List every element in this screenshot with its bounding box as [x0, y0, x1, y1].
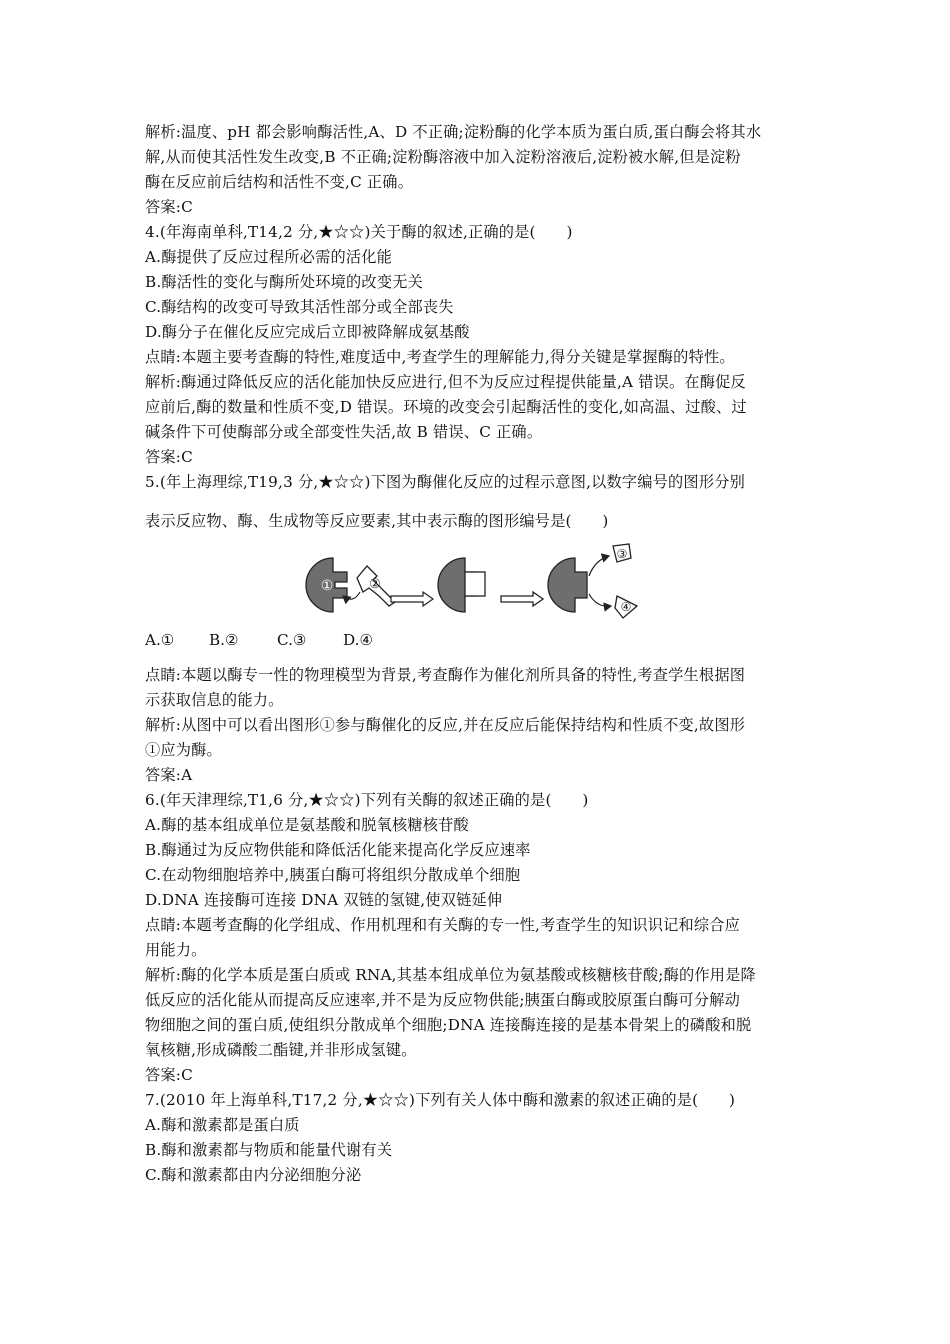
q4-option-b: B.酶活性的变化与酶所处环境的改变无关: [145, 273, 423, 291]
q5-option-d: D.④: [343, 631, 374, 649]
document-page: [145, 120, 815, 1188]
q5-stem-line1: 5.(年上海理综,T19,3 分,★☆☆)下图为酶催化反应的过程示意图,以数字编号的图形分别: [145, 473, 745, 491]
q5-option-c: C.③: [277, 631, 307, 649]
q5-answer: 答案:A: [145, 766, 193, 784]
q4-analysis-line: 应前后,酶的数量和性质不变,D 错误。环境的改变会引起酶活性的变化,如高温、过酸、过: [145, 398, 747, 416]
q4-stem: 4.(年海南单科,T14,2 分,★☆☆)关于酶的叙述,正确的是( ): [145, 223, 573, 241]
q5-option-a: A.①: [145, 631, 175, 649]
q4-point: 点睛:本题主要考查酶的特性,难度适中,考查学生的理解能力,得分关键是掌握酶的特性。: [145, 348, 735, 366]
q3-analysis-line: 酶在反应前后结构和活性不变,C 正确。: [145, 173, 414, 191]
q6-point-line: 用能力。: [145, 941, 207, 959]
q6-option-a: A.酶的基本组成单位是氨基酸和脱氧核糖核苷酸: [145, 816, 469, 834]
enzyme-shape-3: [548, 558, 587, 612]
q6-answer: 答案:C: [145, 1066, 193, 1084]
curve-arrow-3: [589, 556, 609, 576]
enzyme-diagram-svg: [305, 538, 645, 628]
q6-analysis-line: 低反应的活化能从而提高反应速率,并不是为反应物供能;胰蛋白酶或胶原蛋白酶可分解动: [145, 991, 741, 1009]
curve-arrow-4: [589, 594, 611, 606]
q4-analysis-line: 碱条件下可使酶部分或全部变性失活,故 B 错误、C 正确。: [145, 423, 543, 441]
q6-point-line: 点睛:本题考查酶的化学组成、作用机理和有关酶的专一性,考查学生的知识识记和综合应: [145, 916, 741, 934]
hollow-arrow-2: [501, 592, 543, 606]
q3-analysis-line: 解析:温度、pH 都会影响酶活性,A、D 不正确;淀粉酶的化学本质为蛋白质,蛋白酶会将其水: [145, 123, 762, 141]
q6-analysis-line: 解析:酶的化学本质是蛋白质或 RNA,其基本组成单位为氨基酸或核糖核苷酸;酶的作用是降: [145, 966, 756, 984]
q6-option-d: D.DNA 连接酶可连接 DNA 双链的氢键,使双链延伸: [145, 891, 503, 909]
enzyme-reaction-diagram: [145, 538, 815, 628]
q3-answer: 答案:C: [145, 198, 193, 216]
q4-analysis-line: 解析:酶通过降低反应的活化能加快反应进行,但不为反应过程提供能量,A 错误。在酶促反: [145, 373, 746, 391]
q3-analysis-line: 解,从而使其活性发生改变,B 不正确;淀粉酶溶液中加入淀粉溶液后,淀粉被水解,但是淀粉: [145, 148, 741, 166]
q5-options: [145, 628, 815, 653]
q5-analysis-line: 解析:从图中可以看出图形①参与酶催化的反应,并在反应后能保持结构和性质不变,故图形: [145, 716, 746, 734]
q6-option-c: C.在动物细胞培养中,胰蛋白酶可将组织分散成单个细胞: [145, 866, 521, 884]
q6-analysis-line: 氧核糖,形成磷酸二酯键,并非形成氢键。: [145, 1041, 417, 1059]
q4-answer: 答案:C: [145, 448, 193, 466]
q5-point-line: 点睛:本题以酶专一性的物理模型为背景,考查酶作为催化剂所具备的特性,考查学生根据图: [145, 666, 746, 684]
q4-option-c: C.酶结构的改变可导致其活性部分或全部丧失: [145, 298, 454, 316]
figure-label-1: ①: [320, 578, 334, 594]
figure-label-4: ④: [620, 600, 632, 614]
figure-label-3: ③: [616, 547, 628, 561]
q6-option-b: B.酶通过为反应物供能和降低活化能来提高化学反应速率: [145, 841, 531, 859]
figure-label-2: ②: [369, 577, 381, 592]
q7-option-a: A.酶和激素都是蛋白质: [145, 1116, 300, 1134]
q7-stem: 7.(2010 年上海单科,T17,2 分,★☆☆)下列有关人体中酶和激素的叙述正确的是( ): [145, 1091, 736, 1109]
q6-analysis-line: 物细胞之间的蛋白质,使组织分散成单个细胞;DNA 连接酶连接的是基本骨架上的磷酸和脱: [145, 1016, 752, 1034]
q7-option-b: B.酶和激素都与物质和能量代谢有关: [145, 1141, 393, 1159]
q4-option-d: D.酶分子在催化反应完成后立即被降解成氨基酸: [145, 323, 470, 341]
q4-option-a: A.酶提供了反应过程所必需的活化能: [145, 248, 393, 266]
hollow-arrow-1: [391, 592, 433, 606]
q5-stem-line2: 表示反应物、酶、生成物等反应要素,其中表示酶的图形编号是( ): [145, 512, 609, 530]
q7-option-c: C.酶和激素都由内分泌细胞分泌: [145, 1166, 362, 1184]
q6-stem: 6.(年天津理综,T1,6 分,★☆☆)下列有关酶的叙述正确的是( ): [145, 791, 589, 809]
q5-analysis-line: ①应为酶。: [145, 741, 222, 759]
q5-option-b: B.②: [209, 631, 239, 649]
bound-complex: [465, 572, 485, 596]
q5-point-line: 示获取信息的能力。: [145, 691, 284, 709]
